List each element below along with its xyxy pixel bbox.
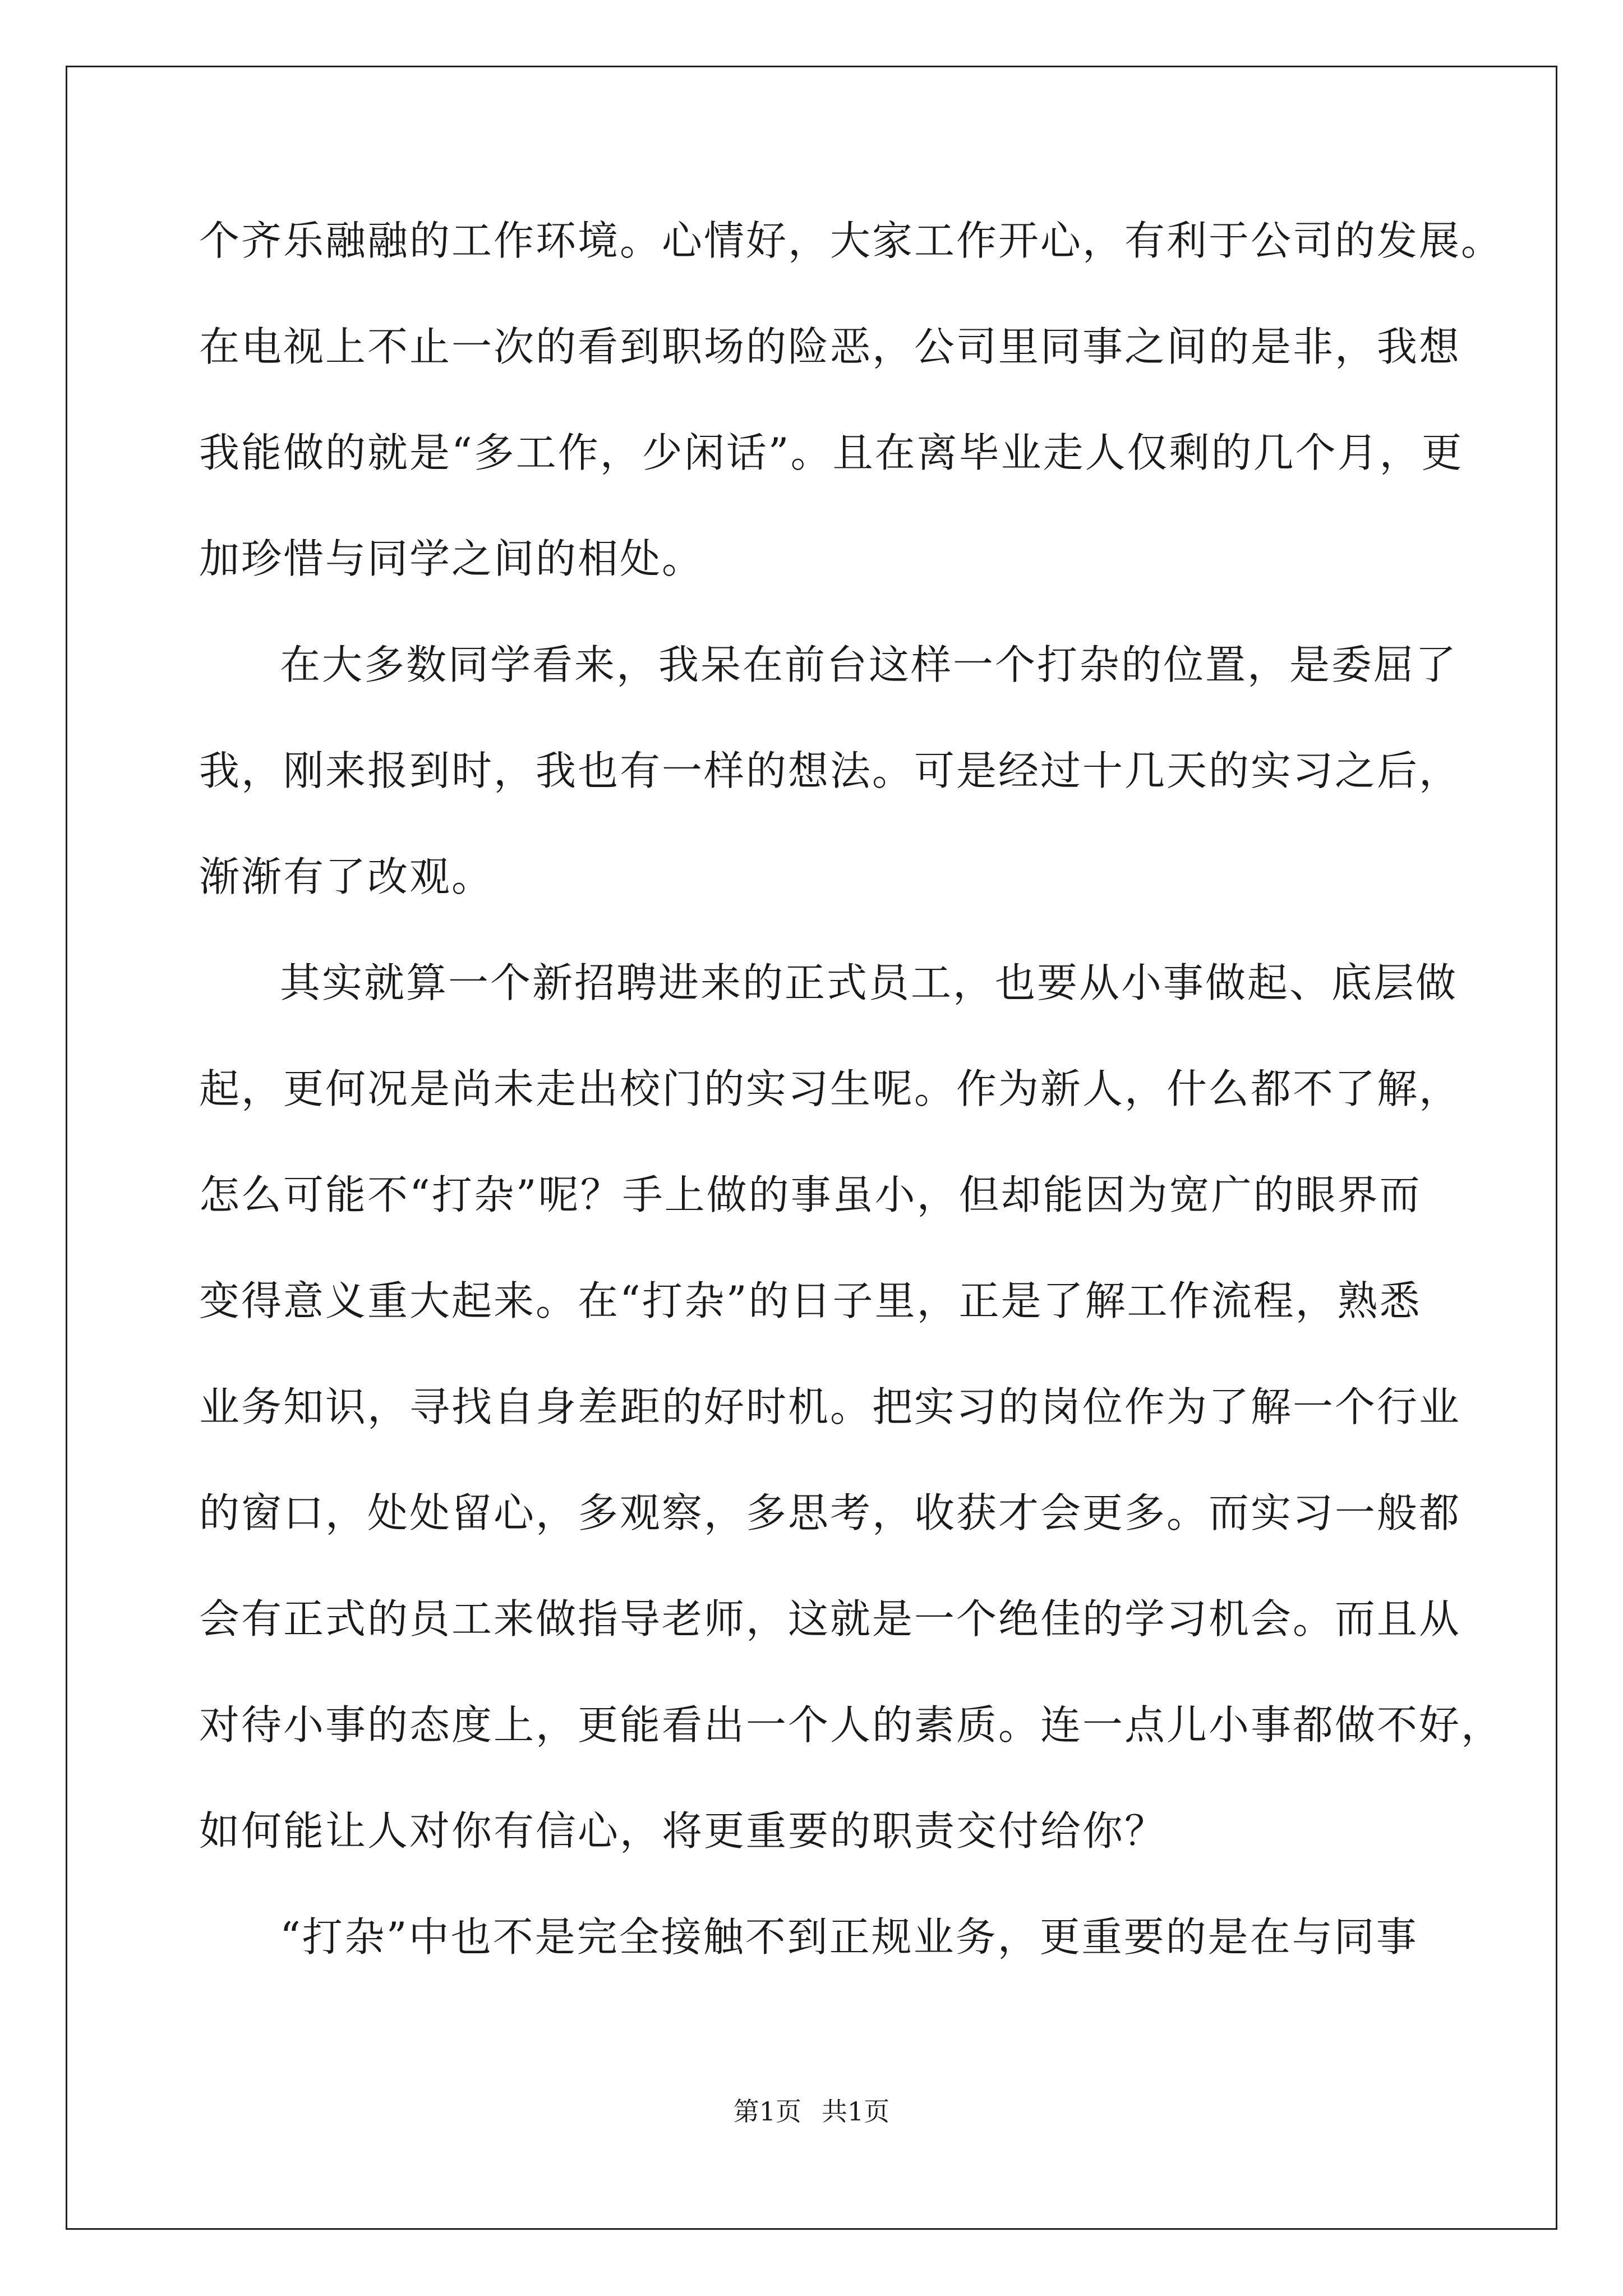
text-line: 我，刚来报到时，我也有一样的想法。可是经过十几天的实习之后， <box>199 747 1461 794</box>
text-line: 对待小事的态度上，更能看出一个人的素质。连一点儿小事都做不好， <box>199 1701 1504 1749</box>
text-line: 我能做的就是“多工作，少闲话”。且在离毕业走人仅剩的几个月，更 <box>199 429 1464 476</box>
text-line: 会有正式的员工来做指导老师，这就是一个绝佳的学习机会。而且从 <box>199 1595 1461 1642</box>
text-line: 变得意义重大起来。在“打杂”的日子里，正是了解工作流程，熟悉 <box>199 1277 1422 1324</box>
text-line: 在电视上不止一次的看到职场的险恶，公司里同事之间的是非，我想 <box>199 323 1461 370</box>
text-line: 渐渐有了改观。 <box>199 853 494 900</box>
text-line: 加珍惜与同学之间的相处。 <box>199 535 704 582</box>
text-line: 起，更何况是尚未走出校门的实习生呢。作为新人，什么都不了解， <box>199 1065 1461 1112</box>
page-total: 共1页 <box>822 2096 890 2127</box>
text-line: 业务知识，寻找自身差距的好时机。把实习的岗位作为了解一个行业 <box>199 1383 1461 1430</box>
text-line: 的窗口，处处留心，多观察，多思考，收获才会更多。而实习一般都 <box>199 1489 1461 1536</box>
text-line: 如何能让人对你有信心，将更重要的职责交付给你？ <box>199 1807 1167 1855</box>
text-line: 怎么可能不“打杂”呢？手上做的事虽小，但却能因为宽广的眼界而 <box>199 1171 1422 1218</box>
text-line: 个齐乐融融的工作环境。心情好，大家工作开心，有利于公司的发展。 <box>199 217 1504 264</box>
text-line: 其实就算一个新招聘进来的正式员工，也要从小事做起、底层做 <box>280 959 1458 1006</box>
page-number: 第1页 <box>733 2096 801 2127</box>
text-line: “打杂”中也不是完全接触不到正规业务，更重要的是在与同事 <box>280 1913 1418 1961</box>
page-footer <box>0 2091 1623 2128</box>
text-line: 在大多数同学看来，我呆在前台这样一个打杂的位置，是委屈了 <box>280 641 1458 688</box>
document-body <box>199 188 1504 1990</box>
